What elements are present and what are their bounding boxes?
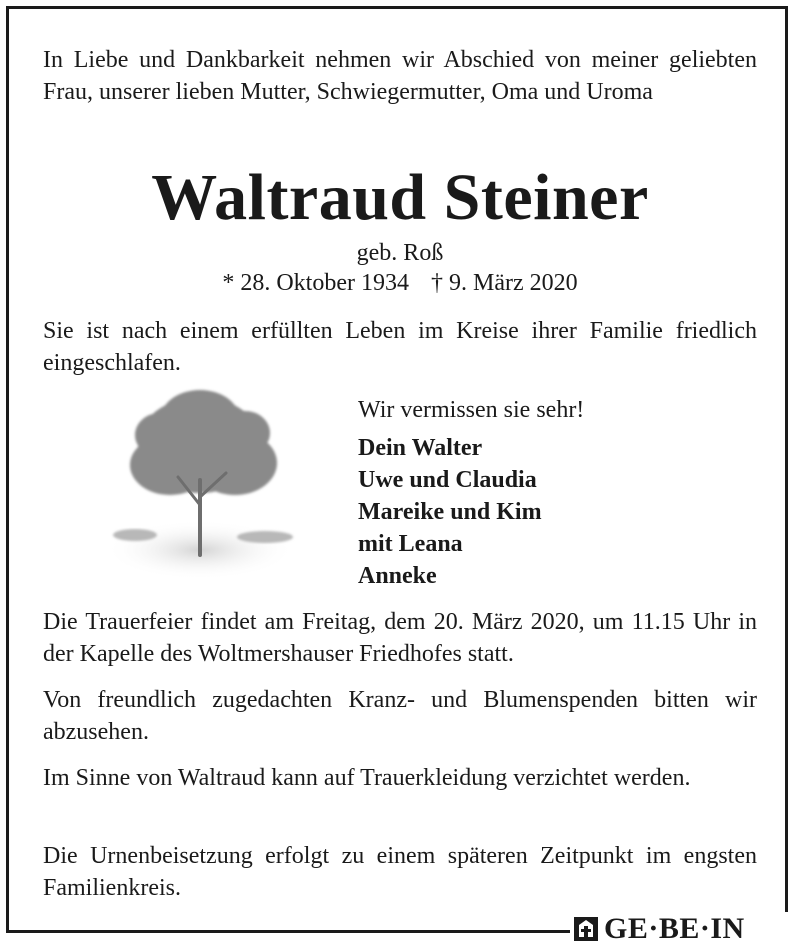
signer: mit Leana [358,531,463,557]
clothing-text: Im Sinne von Waltraud kann auf Trauerkleidung verzichtet werden. [43,765,691,791]
signer: Dein Walter [358,435,483,461]
passing-text: Sie ist nach einem erfüllten Leben im Kreise ihrer Familie friedlich eingeschlafen. [43,318,757,376]
signers-list [358,432,542,592]
maiden-name: geb. Roß [356,240,444,266]
life-dates [0,268,800,298]
funeral-text: Die Trauerfeier findet am Freitag, dem 20. März 2020, um 11.15 Uhr in der Kapelle des Woltmershauser Friedhofes statt. [43,609,757,667]
logo-wordmark: GE·BE·IN [604,911,745,945]
intro-text: In Liebe und Dankbarkeit nehmen wir Abschied von meiner geliebten Frau, unserer lieben Mutter, Schwiegermutter, Oma und Uroma [43,47,757,105]
signer: Mareike und Kim [358,499,542,525]
publisher-logo [570,912,790,945]
flowers-text: Von freundlich zugedachten Kranz- und Blumenspenden bitten wir abzusehen. [43,687,757,745]
deceased-name: Waltraud Steiner [151,161,649,234]
signer: Uwe und Claudia [358,467,537,493]
urn-text: Die Urnenbeisetzung erfolgt zu einem späteren Zeitpunkt im engsten Familienkreis. [43,843,757,901]
death-date: † 9. März 2020 [431,270,578,296]
tree-image [100,385,300,585]
birth-date: * 28. Oktober 1934 [222,270,409,296]
miss-text: Wir vermissen sie sehr! [358,397,585,423]
signer: Anneke [358,563,437,589]
logo-icon [574,917,598,941]
